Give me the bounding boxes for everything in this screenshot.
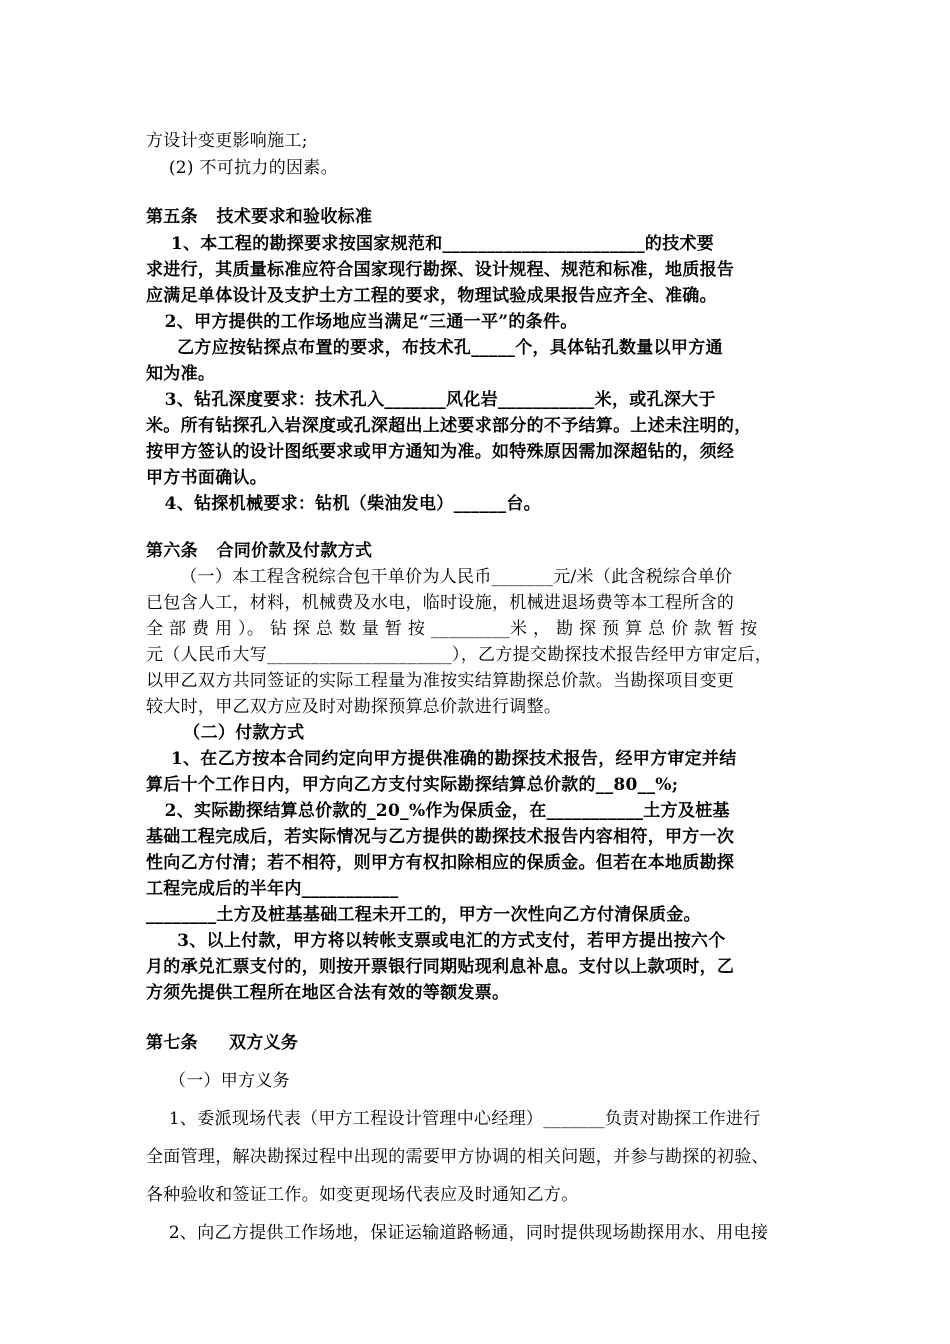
paragraph-line: 1、委派现场代表（甲方工程设计管理中心经理）_______负责对勘探工作进行 (146, 1109, 761, 1129)
paragraph-line: 乙方应按钻探点布置的要求，布技术孔_____个，具体钻孔数量以甲方通 (146, 338, 723, 358)
paragraph-line: 元（人民币大写_____________________），乙方提交勘探技术报告经甲方审定后， (146, 645, 773, 665)
paragraph-line: 算后十个工作日内，甲方向乙方支付实际勘探结算总价款的__80__%; (146, 775, 679, 795)
paragraph-line: 方须先提供工程所在地区合法有效的等额发票。 (146, 983, 510, 1003)
paragraph-line: 各种验收和签证工作。如变更现场代表应及时通知乙方。 (146, 1185, 579, 1205)
paragraph-line: 基础工程完成后，若实际情况与乙方提供的勘探技术报告内容相符，甲方一次 (146, 827, 735, 847)
paragraph-line: 按甲方签认的设计图纸要求或甲方通知为准。如特殊原因需加深超钻的，须经 (146, 442, 735, 462)
paragraph-line: 性向乙方付清；若不相符，则甲方有权扣除相应的保质金。但若在本地质勘探 (146, 853, 735, 873)
paragraph-line: 知为准。 (146, 364, 216, 384)
article-5-heading: 第五条 技术要求和验收标准 (146, 207, 373, 227)
paragraph-line: 工程完成后的半年内___________ (146, 879, 399, 899)
paragraph-line: （一）本工程含税综合包干单价为人民币_______元/米（此含税综合单价 (146, 567, 733, 587)
paragraph-line: 全 部 费 用 ）。 钻 探 总 数 量 暂 按 _________米 ， 勘 探 预 算 总 价 款 暂 按 (146, 619, 758, 639)
paragraph-line: 以甲乙双方共同签证的实际工程量为准按实结算勘探总价款。当勘探项目变更 (146, 671, 735, 691)
payment-method-heading: （二）付款方式 (146, 723, 305, 743)
paragraph-line: 甲方书面确认。 (146, 468, 268, 488)
paragraph-line: 米。所有钻探孔入岩深度或孔深超出上述要求部分的不予结算。上述未注明的， (146, 416, 752, 436)
article-7-heading: 第七条 双方义务 (146, 1033, 299, 1053)
paragraph-line: 2、实际勘探结算总价款的_20_%作为保质金，在___________土方及桩基 (146, 801, 730, 821)
paragraph-line: 月的承兑汇票支付的，则按开票银行同期贴现利息补息。支付以上款项时，乙 (146, 957, 735, 977)
paragraph-line: 已包含人工，材料，机械费及水电，临时设施，机械进退场费等本工程所含的 (146, 593, 735, 613)
paragraph-line: 3、以上付款，甲方将以转帐支票或电汇的方式支付，若甲方提出按六个 (146, 931, 726, 951)
paragraph-line: 应满足单体设计及支护土方工程的要求，物理试验成果报告应齐全、准确。 (146, 286, 717, 306)
paragraph-line: 较大时，甲乙双方应及时对勘探预算总价款进行调整。 (146, 697, 562, 717)
paragraph-line: 方设计变更影响施工; (146, 131, 308, 151)
paragraph-line: 1、本工程的勘探要求按国家规范和_______________________的技术要 (146, 234, 715, 254)
paragraph-line: 2、向乙方提供工作场地，保证运输道路畅通，同时提供现场勘探用水、用电接 (146, 1223, 769, 1243)
article-6-heading: 第六条 合同价款及付款方式 (146, 541, 373, 561)
paragraph-line: （一）甲方义务 (146, 1071, 290, 1091)
paragraph-line: (2) 不可抗力的因素。 (146, 158, 338, 178)
paragraph-line: 1、在乙方按本合同约定向甲方提供准确的勘探技术报告，经甲方审定并结 (146, 749, 737, 769)
paragraph-line: 2、甲方提供的工作场地应当满足“三通一平”的条件。 (146, 312, 578, 332)
paragraph-line: 求进行，其质量标准应符合国家现行勘探、设计规程、规范和标准，地质报告 (146, 260, 735, 280)
paragraph-line: 3、钻孔深度要求：技术孔入_______风化岩___________米，或孔深大于 (146, 390, 716, 410)
paragraph-line: 4、钻探机械要求：钻机（柴油发电）______台。 (146, 494, 541, 514)
paragraph-line: ________土方及桩基基础工程未开工的，甲方一次性向乙方付清保质金。 (146, 905, 701, 925)
paragraph-line: 全面管理，解决勘探过程中出现的需要甲方协调的相关问题，并参与勘探的初验、 (146, 1147, 769, 1167)
